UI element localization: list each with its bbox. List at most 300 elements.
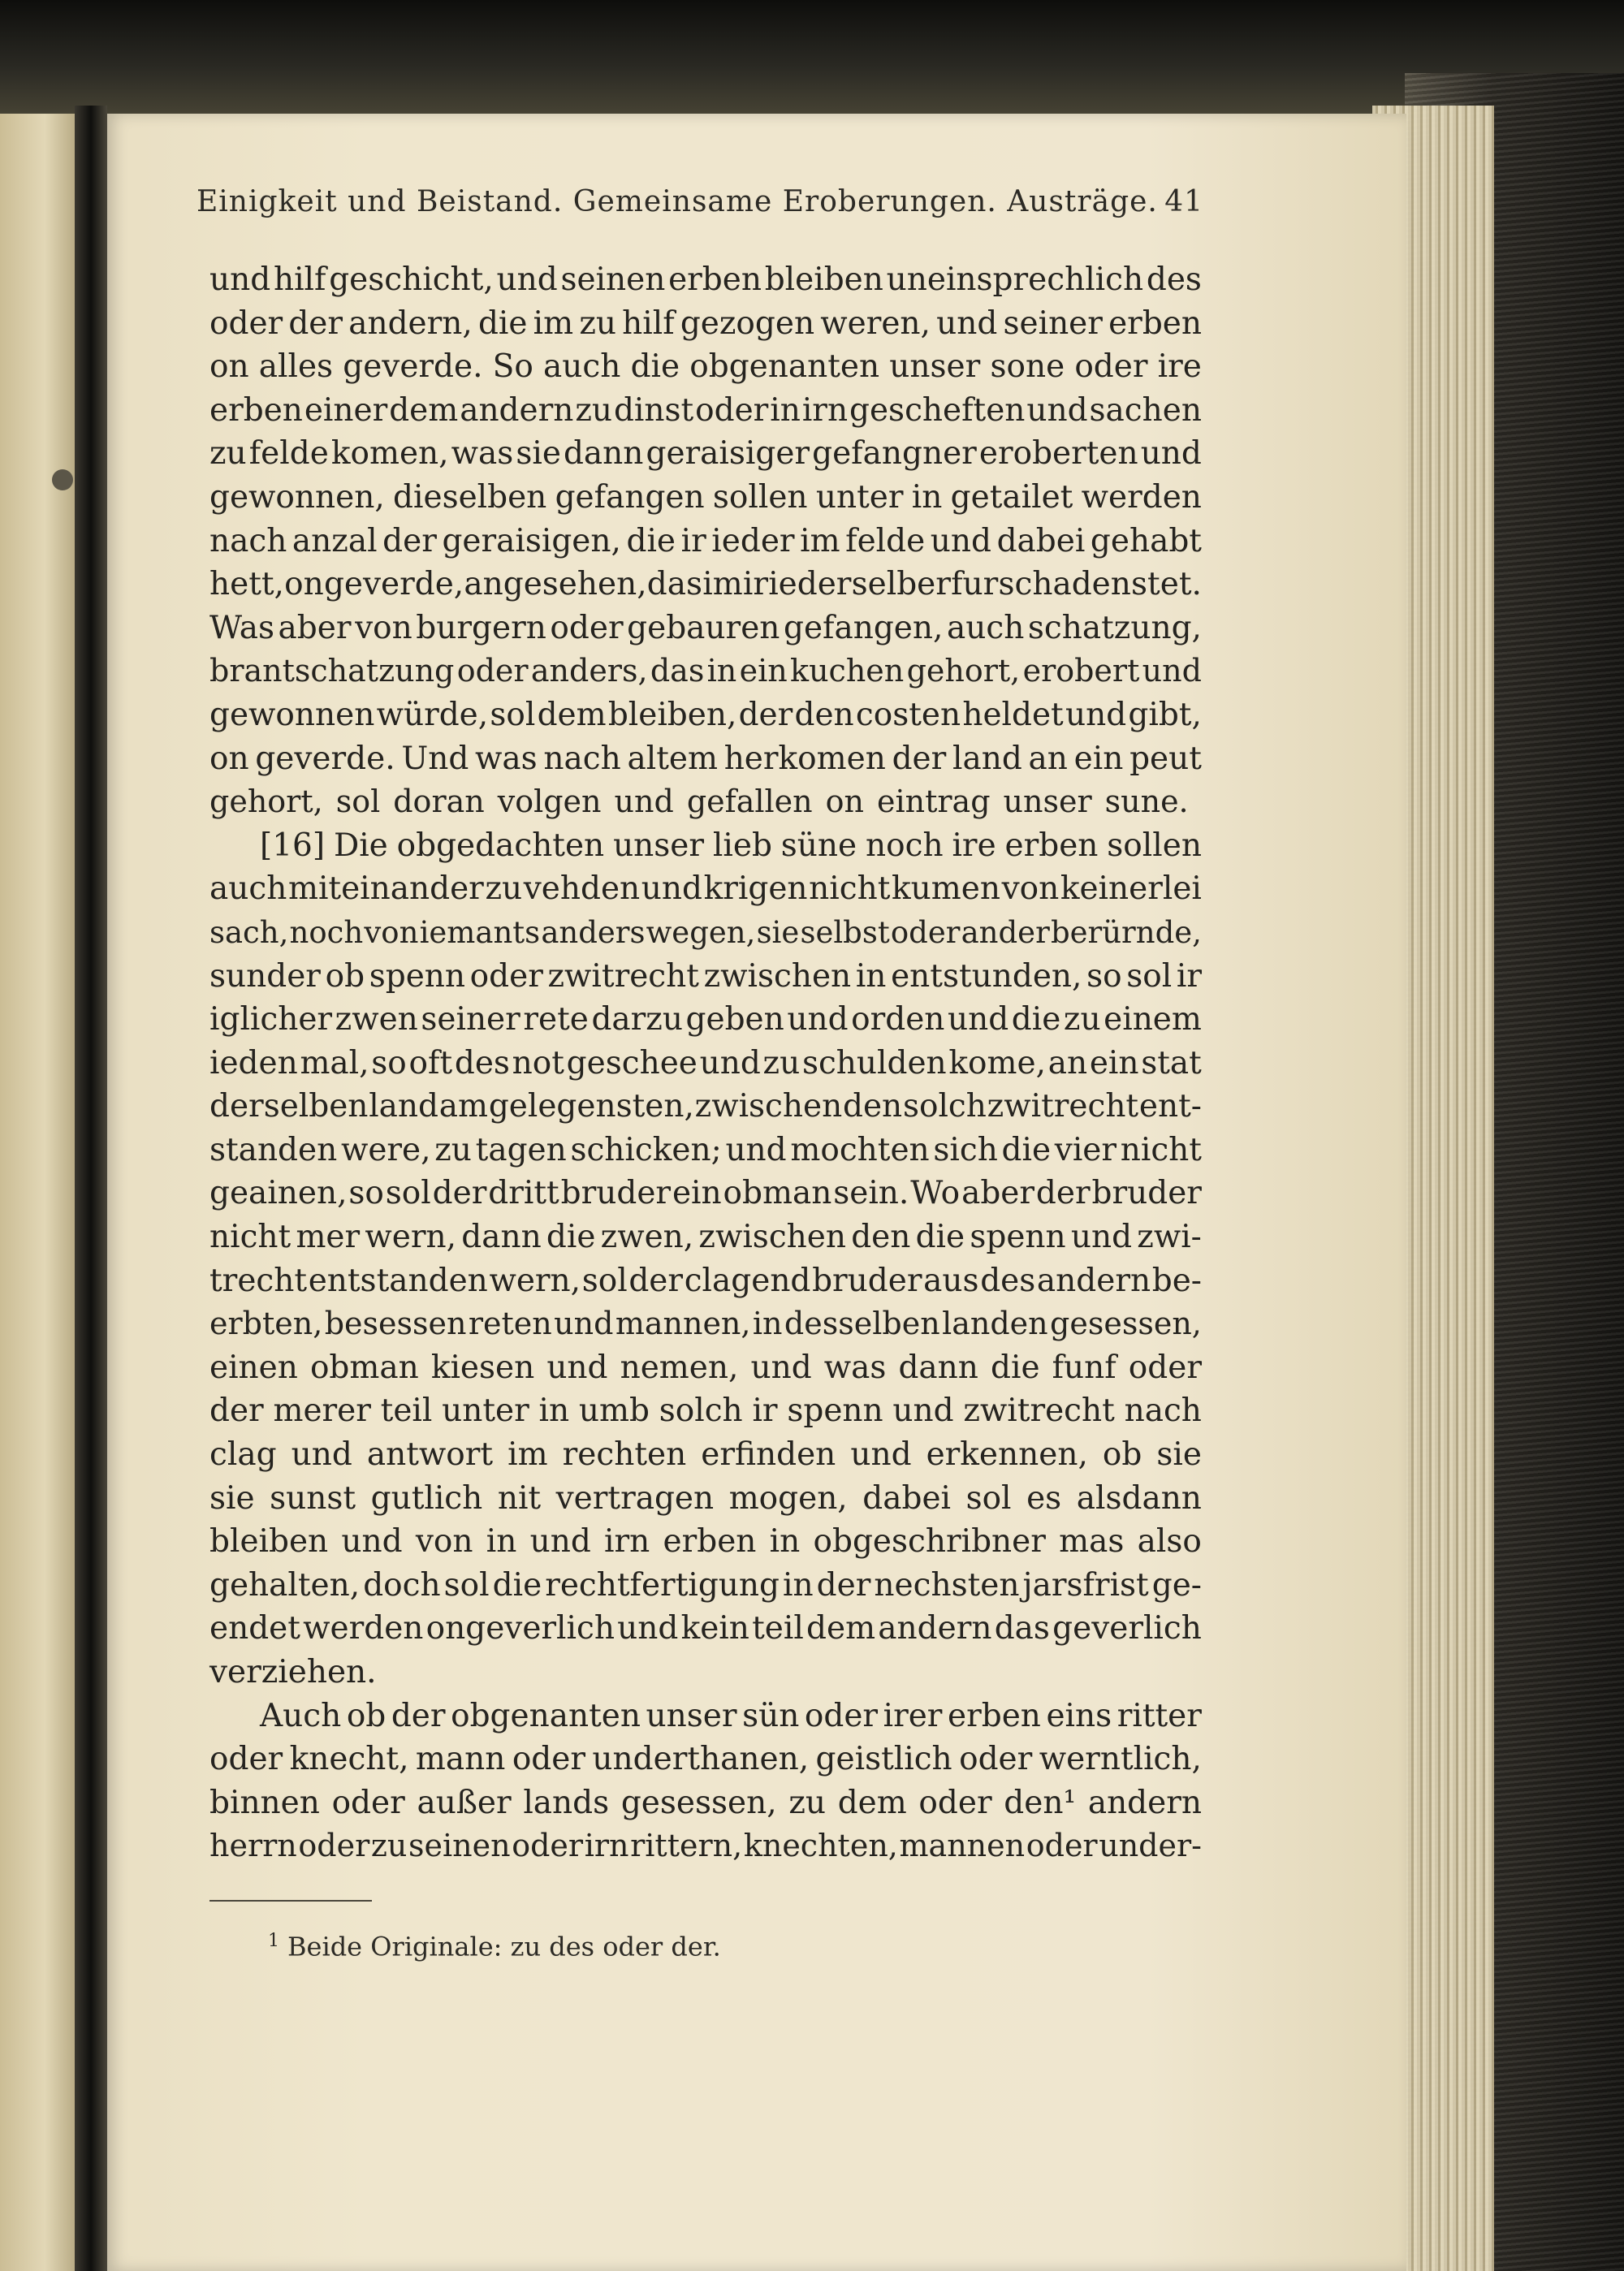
- text-word: zwitrecht: [963, 1392, 1115, 1430]
- footnote-text: Beide Originale: zu des oder der.: [287, 1931, 721, 1962]
- text-word: zu: [579, 304, 616, 342]
- text-word: on: [209, 740, 249, 777]
- text-word: sie: [209, 1479, 255, 1517]
- text-word: zwi-: [1137, 1219, 1202, 1256]
- text-word: antwort: [366, 1436, 494, 1474]
- text-word: und: [1140, 435, 1202, 473]
- text-word: vier: [1054, 1131, 1117, 1168]
- text-word: schatzung,: [1027, 609, 1202, 646]
- text-word: die: [492, 1566, 542, 1604]
- text-word: geverde.: [343, 348, 483, 386]
- text-word: aber: [961, 1175, 1035, 1212]
- text-word: dann: [461, 1219, 542, 1256]
- text-word: ir: [752, 1392, 778, 1430]
- text-word: in: [783, 1566, 814, 1604]
- text-word: einen: [209, 1349, 298, 1386]
- text-word: iglicher: [209, 1001, 333, 1038]
- text-word: Wo: [910, 1175, 961, 1212]
- text-word: sunst: [270, 1479, 356, 1517]
- text-word: zu: [370, 1828, 408, 1864]
- text-word: auch: [209, 870, 287, 908]
- text-word: und: [1026, 391, 1088, 429]
- text-word: oder: [550, 609, 624, 646]
- text-word: geverde,: [323, 566, 464, 603]
- text-word: gehort,: [209, 784, 323, 820]
- text-word: irer: [883, 1697, 943, 1734]
- text-word: selbst: [800, 914, 890, 950]
- text-line: [209, 258, 1202, 302]
- text-word: andern: [1087, 1784, 1202, 1821]
- text-word: bleiben: [209, 1523, 329, 1561]
- text-word: der: [892, 740, 947, 777]
- text-word: rittern,: [630, 1828, 743, 1864]
- text-word: so: [371, 1044, 407, 1082]
- text-word: weren,: [820, 304, 931, 342]
- page-number: 41: [1164, 185, 1203, 218]
- text-word: und: [936, 304, 998, 342]
- text-word: Was: [209, 609, 274, 646]
- text-line: [209, 1085, 1202, 1129]
- text-word: mannen,: [615, 1306, 751, 1342]
- text-word: der: [288, 304, 343, 342]
- text-line: [209, 1215, 1202, 1259]
- text-word: an: [1047, 1044, 1088, 1082]
- text-word: selber: [851, 566, 951, 603]
- text-word: unter: [815, 478, 904, 516]
- text-word: costen: [855, 696, 961, 733]
- text-word: oder: [1128, 1349, 1202, 1386]
- text-word: sol: [581, 1262, 628, 1299]
- text-word: lands: [523, 1784, 610, 1821]
- text-word: herrn: [209, 1828, 297, 1864]
- text-word: und: [892, 1392, 954, 1430]
- text-word: gehalten,: [209, 1566, 361, 1604]
- text-word: irn: [584, 1828, 629, 1864]
- text-word: ein: [672, 1175, 722, 1212]
- text-word: noch: [289, 914, 364, 950]
- text-word: fur: [951, 566, 999, 603]
- text-word: ein: [1089, 1044, 1139, 1082]
- text-word: erkennen,: [926, 1436, 1088, 1474]
- text-word: sol: [335, 784, 381, 820]
- text-word: volgen: [497, 784, 602, 820]
- text-word: kiesen: [430, 1349, 535, 1386]
- text-word: mogen,: [728, 1479, 848, 1517]
- footnote-marker: 1: [268, 1931, 279, 1951]
- text-word: zwitrecht: [547, 957, 699, 995]
- text-word: der: [209, 1392, 264, 1430]
- text-word: gelegensten,: [488, 1088, 694, 1125]
- text-line: [209, 1259, 1202, 1303]
- text-word: under-: [1099, 1828, 1202, 1864]
- text-word: geben: [685, 1001, 784, 1038]
- text-word: irn: [801, 391, 849, 429]
- text-line: [209, 911, 1202, 955]
- text-line: [209, 824, 1202, 868]
- text-word: auch: [946, 609, 1025, 646]
- text-word: so: [348, 1175, 384, 1212]
- text-word: Die: [333, 827, 388, 864]
- text-word: nicht: [809, 870, 891, 908]
- text-word: kein: [680, 1610, 749, 1647]
- text-word: oder: [298, 1828, 370, 1864]
- text-word: clag: [209, 1436, 277, 1474]
- text-word: bruder: [812, 1262, 922, 1299]
- text-word: sune.: [1104, 784, 1189, 820]
- text-word: sol: [490, 696, 536, 733]
- text-word: oder: [469, 957, 543, 995]
- text-word: oder: [918, 1784, 992, 1821]
- text-word: die: [477, 304, 528, 342]
- text-word: den¹: [1004, 1784, 1077, 1821]
- text-word: erfinden: [701, 1436, 836, 1474]
- text-word: werden: [1081, 478, 1202, 516]
- text-word: die: [1001, 1131, 1052, 1168]
- text-line: [209, 1172, 1202, 1215]
- text-word: rete: [523, 1001, 589, 1038]
- text-word: ir: [680, 522, 706, 559]
- text-word: bleiben,: [607, 696, 737, 733]
- text-word: unser: [613, 827, 705, 864]
- text-word: burgern: [416, 609, 546, 646]
- text-word: dabei: [862, 1479, 952, 1517]
- text-word: in: [486, 1523, 517, 1561]
- text-word: gesessen,: [1050, 1306, 1202, 1342]
- text-word: were,: [340, 1131, 431, 1168]
- text-line: [209, 693, 1202, 737]
- text-word: in: [769, 1523, 801, 1561]
- text-word: von: [355, 609, 412, 646]
- text-word: die: [915, 1219, 965, 1256]
- text-word: angesehen,: [464, 566, 647, 603]
- text-word: kuchen: [790, 653, 905, 689]
- text-word: an: [1028, 740, 1068, 777]
- text-word: obman: [723, 1175, 832, 1212]
- text-word: Und: [401, 740, 469, 777]
- text-line: [209, 1433, 1202, 1477]
- text-word: alles: [258, 348, 334, 386]
- text-word: geverde.: [255, 740, 395, 777]
- text-word: zwitrecht: [987, 1088, 1139, 1125]
- body-text: [209, 258, 1202, 1868]
- text-word: kome,: [948, 1044, 1046, 1082]
- text-line: [209, 302, 1202, 346]
- text-word: uneinsprechlich: [886, 261, 1144, 298]
- text-word: eintrag: [876, 784, 991, 820]
- text-word: landen: [942, 1306, 1048, 1342]
- text-word: und: [1070, 1219, 1133, 1256]
- text-line: [209, 780, 1202, 824]
- text-line: [209, 737, 1202, 781]
- text-line: [209, 345, 1202, 389]
- text-word: knechten,: [743, 1828, 898, 1864]
- text-word: und: [750, 1349, 812, 1386]
- text-word: dinst: [613, 391, 694, 429]
- text-word: sein.: [833, 1175, 909, 1212]
- text-word: der: [738, 696, 793, 733]
- text-word: on: [825, 784, 864, 820]
- text-word: oder: [959, 1741, 1033, 1778]
- text-word: gefallen: [686, 784, 813, 820]
- text-word: und: [948, 1001, 1009, 1038]
- text-word: sie: [516, 435, 561, 473]
- text-word: von: [415, 1523, 473, 1561]
- text-word: gebauren: [627, 609, 780, 646]
- text-word: der: [391, 1697, 446, 1734]
- text-word: not: [512, 1044, 564, 1082]
- text-word: seiner: [421, 1001, 520, 1038]
- text-word: den: [843, 1088, 903, 1125]
- text-word: ob: [325, 957, 365, 995]
- text-word: spenn: [787, 1392, 883, 1430]
- text-word: land: [952, 740, 1022, 777]
- text-word: andern,: [348, 304, 473, 342]
- text-word: des: [454, 1044, 510, 1082]
- text-word: den: [794, 696, 854, 733]
- text-word: der: [1035, 1175, 1091, 1212]
- text-word: sie: [1156, 1436, 1202, 1474]
- text-word: wegen,: [646, 914, 756, 950]
- text-word: und: [641, 870, 702, 908]
- text-word: zu: [209, 435, 247, 473]
- text-word: geverlich: [1052, 1610, 1202, 1647]
- text-word: und: [850, 1436, 912, 1474]
- text-word: altem: [627, 740, 718, 777]
- text-word: und: [554, 1306, 614, 1342]
- text-word: mas: [1059, 1523, 1125, 1561]
- text-word: gesessen,: [620, 1784, 777, 1821]
- text-word: andern: [878, 1610, 992, 1647]
- text-word: getailet: [950, 478, 1073, 516]
- text-word: tagen: [475, 1131, 567, 1168]
- text-word: sol: [385, 1175, 431, 1212]
- text-word: dem: [389, 391, 459, 429]
- text-word: noch: [866, 827, 944, 864]
- text-word: miteinander: [287, 870, 484, 908]
- text-word: so: [1086, 957, 1122, 995]
- text-word: ieder: [768, 566, 852, 603]
- text-word: der: [628, 1262, 684, 1299]
- text-word: den: [851, 1219, 911, 1256]
- text-line: [209, 998, 1202, 1042]
- text-word: dann: [898, 1349, 978, 1386]
- text-word: ent-: [1138, 1088, 1202, 1125]
- text-word: besessen: [324, 1306, 467, 1342]
- text-word: zu: [1063, 1001, 1101, 1038]
- text-word: dem: [537, 696, 607, 733]
- text-word: geraisigen,: [442, 522, 621, 559]
- text-word: erbten,: [209, 1306, 323, 1342]
- text-line: [209, 1477, 1202, 1521]
- text-word: zwischen: [694, 1088, 843, 1125]
- text-word: unter: [442, 1392, 529, 1430]
- text-word: krigen: [703, 870, 808, 908]
- text-word: derselben: [209, 1088, 369, 1125]
- text-word: gutlich: [370, 1479, 483, 1517]
- text-word: lieb: [712, 827, 772, 864]
- text-word: dem: [837, 1784, 907, 1821]
- text-word: underthanen,: [592, 1741, 810, 1778]
- text-word: ob: [346, 1697, 387, 1734]
- text-word: zu: [762, 1044, 801, 1082]
- text-word: zwen: [335, 1001, 418, 1038]
- text-word: seinen: [560, 261, 666, 298]
- text-word: ritter: [1116, 1697, 1202, 1734]
- text-word: obgenanten: [451, 1697, 641, 1734]
- text-word: in: [770, 391, 801, 429]
- text-word: und: [930, 522, 991, 559]
- text-word: erben: [668, 261, 762, 298]
- text-line: [209, 1607, 1202, 1651]
- text-word: erben: [1108, 304, 1202, 342]
- text-word: nit: [497, 1479, 542, 1517]
- text-word: endet: [209, 1610, 300, 1647]
- text-word: alsdann: [1076, 1479, 1202, 1517]
- text-word: on: [284, 566, 324, 603]
- text-word: und: [209, 261, 271, 298]
- text-word: binnen: [209, 1784, 320, 1821]
- text-word: reten: [468, 1306, 552, 1342]
- text-word: einem: [1104, 1001, 1202, 1038]
- text-word: zu: [575, 391, 612, 429]
- text-word: das: [646, 566, 703, 603]
- text-word: irn: [604, 1523, 650, 1561]
- text-word: geainen,: [209, 1175, 348, 1212]
- text-word: keinerlei: [1060, 870, 1202, 908]
- text-word: obgenanten: [689, 348, 880, 386]
- text-word: brantschatzung: [209, 653, 455, 689]
- text-word: spenn: [369, 957, 466, 995]
- text-word: eins: [1046, 1697, 1112, 1734]
- text-word: erben: [1004, 827, 1099, 864]
- text-word: zwischen: [703, 957, 852, 995]
- text-word: mann: [415, 1741, 506, 1778]
- text-word: schulden: [801, 1044, 947, 1082]
- text-word: sich: [933, 1131, 998, 1168]
- text-word: sol: [965, 1479, 1012, 1517]
- text-word: hilf: [622, 304, 675, 342]
- text-word: ob: [1102, 1436, 1142, 1474]
- text-line: [209, 1781, 1202, 1825]
- text-word: sachen: [1089, 391, 1202, 429]
- text-word: teil: [752, 1610, 804, 1647]
- text-word: [16]: [260, 827, 326, 864]
- text-word: sollen: [1107, 827, 1202, 864]
- text-word: dem: [806, 1610, 876, 1647]
- text-word: gezogen: [680, 304, 815, 342]
- text-line: [209, 1042, 1202, 1086]
- text-word: sollen: [712, 478, 808, 516]
- text-word: und: [1065, 696, 1127, 733]
- text-word: berürnde,: [1050, 914, 1202, 950]
- text-word: jarsfrist: [1022, 1566, 1149, 1604]
- text-word: doch: [363, 1566, 441, 1604]
- text-word: und: [699, 1044, 761, 1082]
- text-word: in: [752, 1306, 783, 1342]
- text-line: [209, 1738, 1202, 1781]
- text-word: was: [823, 1349, 887, 1386]
- text-word: trecht: [209, 1262, 308, 1299]
- text-word: zu: [788, 1784, 826, 1821]
- text-word: ongeverlich: [425, 1610, 615, 1647]
- text-word: erobert: [1022, 653, 1140, 689]
- text-line: [209, 432, 1202, 476]
- text-word: Auch: [260, 1697, 342, 1734]
- text-word: oder: [804, 1697, 879, 1734]
- text-word: und: [614, 784, 674, 820]
- text-word: hilf: [273, 261, 326, 298]
- text-word: land: [369, 1088, 439, 1125]
- text-word: iemants: [419, 914, 541, 950]
- facing-page-edge: [0, 114, 75, 2271]
- text-word: clagend: [684, 1262, 811, 1299]
- text-word: der: [816, 1566, 871, 1604]
- text-line: [209, 955, 1202, 999]
- text-word: ein: [1073, 740, 1124, 777]
- text-word: also: [1137, 1523, 1202, 1561]
- text-word: standen: [209, 1131, 338, 1168]
- text-word: mannen: [899, 1828, 1026, 1864]
- text-word: erben: [209, 391, 303, 429]
- text-word: verziehen.: [209, 1654, 377, 1690]
- text-word: sunder: [209, 957, 321, 995]
- text-line: [209, 1695, 1202, 1738]
- text-word: die: [546, 1219, 596, 1256]
- text-word: herkomen: [723, 740, 886, 777]
- footnote-rule: [209, 1900, 372, 1902]
- text-word: einer: [304, 391, 388, 429]
- text-word: gefangen,: [783, 609, 944, 646]
- text-word: unser: [1003, 784, 1092, 820]
- text-word: gescheften: [849, 391, 1026, 429]
- text-line: [209, 607, 1202, 650]
- text-word: erben: [948, 1697, 1041, 1734]
- text-word: nemen,: [620, 1349, 739, 1386]
- text-word: anzal: [292, 522, 378, 559]
- text-word: So: [492, 348, 533, 386]
- text-word: der: [382, 522, 437, 559]
- text-word: gehort,: [906, 653, 1021, 689]
- text-line: [209, 389, 1202, 433]
- text-word: nach: [1124, 1392, 1202, 1430]
- text-word: und: [341, 1523, 403, 1561]
- text-line: [209, 650, 1202, 693]
- text-word: es: [1026, 1479, 1062, 1517]
- text-word: ieden: [209, 1044, 298, 1082]
- text-word: nicht: [1120, 1131, 1202, 1168]
- text-word: von: [1001, 870, 1060, 908]
- text-word: gefangen: [555, 478, 705, 516]
- text-word: die: [626, 522, 676, 559]
- text-word: sie: [756, 914, 800, 950]
- book-binding-top: [0, 0, 1624, 122]
- text-word: oder: [1074, 348, 1148, 386]
- text-word: und: [546, 1349, 608, 1386]
- binding-mark: [52, 469, 73, 490]
- text-word: zwen,: [600, 1219, 694, 1256]
- text-word: umb: [578, 1392, 650, 1430]
- text-word: oder: [695, 391, 769, 429]
- text-line: [209, 1346, 1202, 1390]
- text-word: nach: [209, 522, 287, 559]
- text-word: aber: [278, 609, 352, 646]
- text-word: auch: [543, 348, 621, 386]
- text-word: nach: [543, 740, 621, 777]
- text-word: ir: [1176, 957, 1202, 995]
- text-word: im: [800, 522, 840, 559]
- text-word: entstunden,: [891, 957, 1082, 995]
- text-word: mal,: [300, 1044, 369, 1082]
